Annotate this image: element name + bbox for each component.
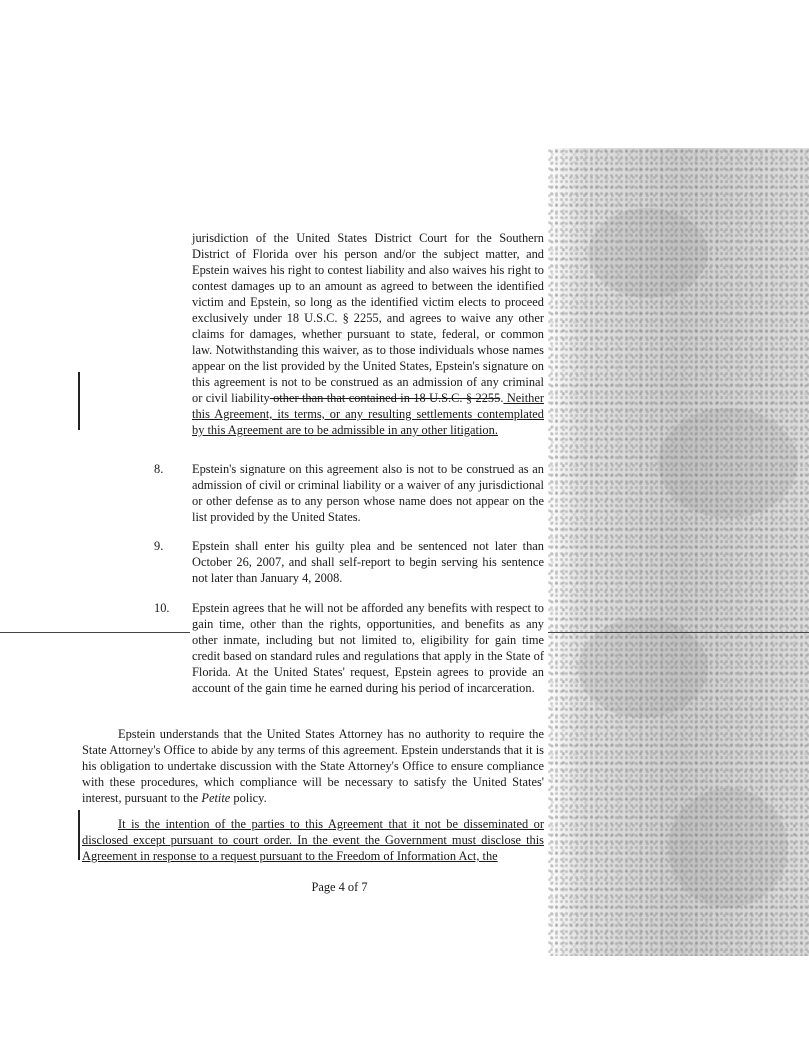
revision-bar <box>78 372 80 430</box>
scanner-noise-strip <box>548 148 809 956</box>
continuation-text: jurisdiction of the United States District Court for the Southern District of Florida over his person and/or the subject matter, and Epstein waives his right to contest liability and also waives his right to contest damages up to an amount as agreed to between the identified victim and Epstein, so long as the identified victim elects to proceed exclusively under 18 U.S.C. § 2255, and agrees to waive any other claims for damages, whether pursuant to state, federal, or common law. Notwithstanding this waiver, as to those individuals whose names appear on the list provided by the United States, Epstein's signature on this agreement is not to be construed as an admission of any criminal or civil liability <box>192 231 544 405</box>
item-8-text: Epstein's signature on this agreement also is not to be construed as an admission of civil or criminal liability or a waiver of any jurisdictional or other defense as to any person whose name does not appear on the list provided by the United States. <box>192 462 544 524</box>
item-number: 10. <box>154 601 170 615</box>
inserted-text: Neither this Agreement, its terms, or any resulting settlements contemplated by this Agreement are to be admissible in any other litigation. <box>192 391 544 437</box>
continuation-period: . <box>500 391 504 405</box>
continuation-paragraph <box>192 230 544 438</box>
struck-text: other than that contained in 18 U.S.C. § 2255 <box>269 391 501 405</box>
item-number: 8. <box>154 462 164 476</box>
state-attorney-paragraph <box>82 726 544 806</box>
petite-italic: Petite <box>201 791 231 805</box>
item-9-text: Epstein shall enter his guilty plea and be sentenced not later than October 26, 2007, and shall self-report to begin serving his sentence not later than January 4, 2008. <box>192 539 544 585</box>
page-footer <box>0 880 809 895</box>
revision-bar <box>78 810 80 860</box>
scan-line <box>548 632 809 633</box>
state-attorney-tail: policy. <box>230 791 267 805</box>
state-attorney-text: Epstein understands that the United States Attorney has no authority to require the State Attorney's Office to abide by any terms of this agreement. Epstein understands that it is his obligation to undertake discussion with the State Attorney's Office to ensure compliance with these procedures, which compliance will be necessary to satisfy the United States' interest, pursuant to the <box>82 727 544 805</box>
item-10-text: Epstein agrees that he will not be afforded any benefits with respect to gain time, other than the rights, opportunities, and benefits as any other inmate, including but not limited to, eligibility for gain time credit based on standard rules and regulations that apply in the State of Florida. At the United States' request, Epstein agrees to provide an account of the gain time he earned during his period of incarceration. <box>192 601 544 695</box>
intention-paragraph: It is the intention of the parties to this Agreement that it not be disseminated or disclosed except pursuant to court order. In the event the Government must disclose this Agreement in response to a request pursuant to the Freedom of Information Act, the <box>82 817 544 863</box>
scan-line <box>0 632 190 633</box>
page-number: Page 4 of 7 <box>311 880 368 894</box>
item-number: 9. <box>154 539 164 553</box>
